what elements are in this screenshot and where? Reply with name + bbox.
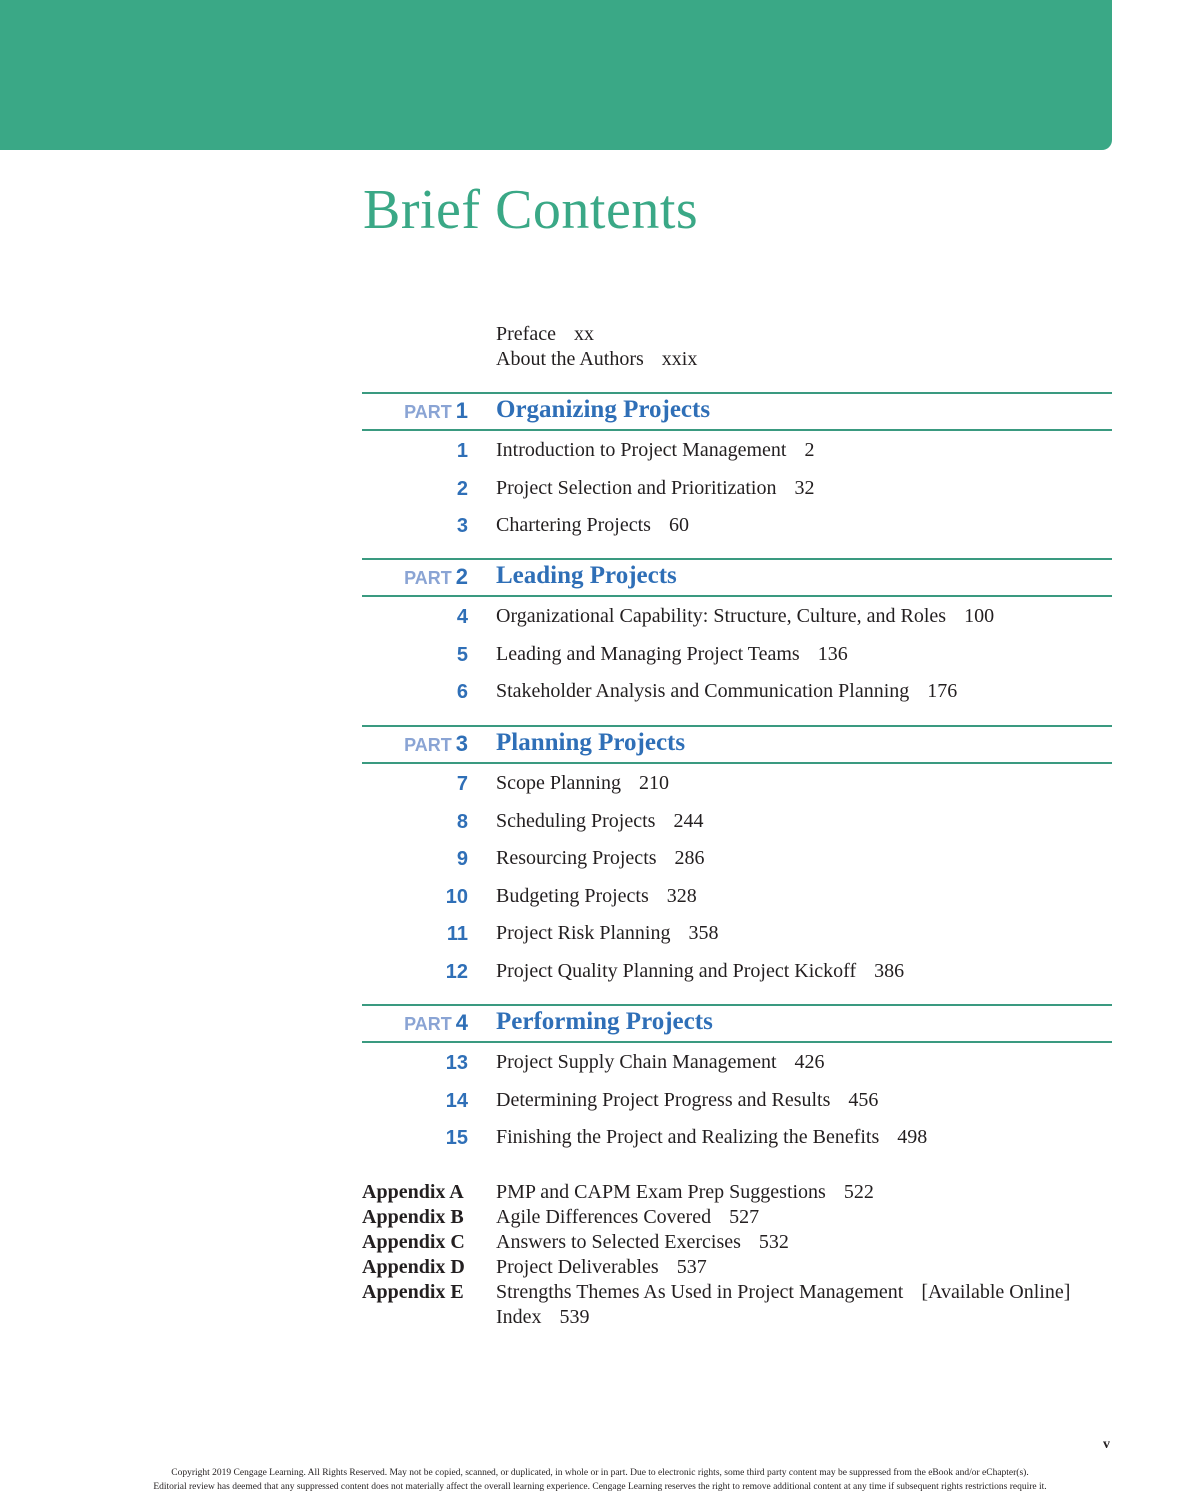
chapter-entry[interactable] — [362, 952, 1112, 990]
appendix-page: 522 — [843, 1181, 874, 1203]
chapter-list — [362, 764, 1112, 990]
appendix-page: 532 — [758, 1231, 789, 1253]
chapter-page: 358 — [688, 922, 719, 945]
chapter-number: 6 — [456, 681, 468, 704]
chapter-number: 9 — [456, 848, 468, 871]
chapter-page: 176 — [927, 680, 958, 703]
chapter-title: Project Quality Planning and Project Kickoff — [496, 959, 857, 982]
part-number: 1 — [455, 398, 468, 423]
chapter-title: Project Selection and Prioritization — [496, 476, 777, 499]
chapter-title: Project Risk Planning — [496, 922, 671, 945]
part-word: PART — [404, 402, 452, 422]
part-label — [404, 564, 468, 590]
chapter-entry[interactable] — [362, 839, 1112, 877]
index-title: Index — [496, 1306, 542, 1328]
appendix-label: Appendix B — [362, 1206, 464, 1228]
chapter-entry[interactable] — [362, 506, 1112, 544]
chapter-number: 15 — [445, 1127, 468, 1150]
chapter-title: Scope Planning — [496, 772, 621, 794]
chapter-title: Budgeting Projects — [496, 884, 649, 907]
part-1-section — [362, 392, 1112, 544]
chapter-page: 386 — [874, 959, 905, 982]
appendix-title: Agile Differences Covered — [496, 1206, 712, 1228]
chapter-list — [362, 597, 1112, 710]
chapter-entry[interactable] — [362, 635, 1112, 673]
entry-page: xxix — [661, 348, 698, 370]
chapter-page: 426 — [794, 1051, 825, 1073]
part-title: Performing Projects — [496, 1008, 713, 1035]
part-word: PART — [404, 568, 452, 588]
chapter-entry[interactable] — [362, 469, 1112, 507]
part-header[interactable] — [362, 392, 1112, 431]
chapter-page: 100 — [964, 605, 995, 627]
appendix-title: PMP and CAPM Exam Prep Suggestions — [496, 1181, 826, 1203]
page-number: v — [1103, 1437, 1110, 1452]
front-matter-item[interactable] — [496, 347, 697, 372]
part-2-section — [362, 558, 1112, 710]
appendix-title: Strengths Themes As Used in Project Management — [496, 1281, 904, 1303]
chapter-number: 13 — [445, 1052, 468, 1074]
part-title: Leading Projects — [496, 562, 677, 589]
appendix-label: Appendix A — [362, 1181, 464, 1203]
chapter-number: 2 — [456, 477, 468, 500]
page-title: Brief Contents — [363, 179, 699, 241]
front-matter-item[interactable] — [496, 322, 697, 347]
chapter-page: 210 — [639, 772, 669, 794]
chapter-page: 286 — [674, 847, 705, 870]
chapter-entry[interactable] — [362, 764, 1112, 802]
chapter-number: 7 — [456, 773, 468, 795]
chapter-number: 4 — [456, 606, 468, 628]
appendix-page: 527 — [729, 1206, 760, 1228]
index-page: 539 — [559, 1306, 590, 1328]
part-number: 4 — [455, 1010, 468, 1035]
chapter-number: 3 — [456, 515, 468, 538]
part-label — [404, 1010, 468, 1036]
part-header[interactable] — [362, 558, 1112, 597]
appendix-label: Appendix C — [362, 1231, 465, 1253]
copyright-line-2: Editorial review has deemed that any suppressed content does not materially affect the overall learning experience. Cengage Learning reserves the right to remove additional content at any time if subsequent rights restrictions require it. — [153, 1482, 1047, 1492]
chapter-page: 498 — [897, 1126, 928, 1149]
appendix-title: Answers to Selected Exercises — [496, 1231, 741, 1253]
part-4-section — [362, 1004, 1112, 1156]
chapter-title: Introduction to Project Management — [496, 439, 787, 461]
part-header[interactable] — [362, 1004, 1112, 1043]
chapter-page: 244 — [673, 809, 704, 832]
chapter-page: 60 — [668, 514, 689, 537]
chapter-page: 456 — [848, 1088, 879, 1111]
chapter-entry[interactable] — [362, 914, 1112, 952]
part-number: 3 — [455, 731, 468, 756]
chapter-number: 14 — [445, 1089, 468, 1112]
appendix-page: 537 — [676, 1256, 707, 1278]
chapter-page: 136 — [817, 642, 848, 665]
part-title: Organizing Projects — [496, 396, 711, 423]
appendix-page: [Available Online] — [921, 1281, 1071, 1303]
chapter-number: 11 — [446, 923, 468, 946]
chapter-number: 5 — [456, 643, 468, 666]
part-title: Planning Projects — [496, 729, 686, 756]
chapter-entry[interactable] — [362, 877, 1112, 915]
chapter-page: 32 — [794, 476, 815, 499]
chapter-page: 328 — [666, 884, 697, 907]
appendix-title: Project Deliverables — [496, 1256, 659, 1278]
part-number: 2 — [455, 564, 468, 589]
chapter-number: 10 — [445, 885, 468, 908]
appendix-label: Appendix E — [362, 1281, 464, 1303]
chapter-entry[interactable] — [362, 1081, 1112, 1119]
front-matter-list — [496, 322, 697, 372]
chapter-title: Determining Project Progress and Results — [496, 1088, 831, 1111]
chapter-list — [362, 1043, 1112, 1156]
appendix-label: Appendix D — [362, 1256, 465, 1278]
chapter-entry[interactable] — [362, 802, 1112, 840]
copyright-line-1: Copyright 2019 Cengage Learning. All Rights Reserved. May not be copied, scanned, or duplicated, in whole or in part. Due to electronic rights, some third party content may be suppressed from the eBook and/or eChapter(s). — [171, 1468, 1029, 1478]
chapter-title: Project Supply Chain Management — [496, 1051, 777, 1073]
part-3-section — [362, 725, 1112, 990]
part-word: PART — [404, 735, 452, 755]
chapter-number: 12 — [445, 960, 468, 983]
entry-page: xx — [573, 323, 594, 345]
chapter-title: Scheduling Projects — [496, 809, 656, 832]
chapter-title: Resourcing Projects — [496, 847, 657, 870]
chapter-title: Chartering Projects — [496, 514, 651, 537]
entry-title: Preface — [496, 323, 556, 345]
chapter-title: Organizational Capability: Structure, Culture, and Roles — [496, 605, 947, 627]
chapter-entry[interactable] — [362, 431, 1112, 469]
copyright-notice — [0, 1466, 1200, 1494]
chapter-title: Stakeholder Analysis and Communication Planning — [496, 680, 910, 703]
chapter-number: 8 — [456, 810, 468, 833]
chapter-entry[interactable] — [362, 597, 1112, 635]
chapter-entry[interactable] — [362, 1043, 1112, 1081]
part-word: PART — [404, 1014, 452, 1034]
chapter-title: Finishing the Project and Realizing the Benefits — [496, 1126, 880, 1149]
entry-title: About the Authors — [496, 348, 644, 370]
part-header[interactable] — [362, 725, 1112, 764]
header-banner — [0, 0, 1112, 150]
chapter-number: 1 — [456, 440, 468, 462]
chapter-entry[interactable] — [362, 1118, 1112, 1156]
chapter-entry[interactable] — [362, 672, 1112, 710]
chapter-page: 2 — [804, 439, 815, 461]
chapter-title: Leading and Managing Project Teams — [496, 642, 800, 665]
chapter-list — [362, 431, 1112, 544]
part-label — [404, 731, 468, 757]
part-label — [404, 398, 468, 424]
